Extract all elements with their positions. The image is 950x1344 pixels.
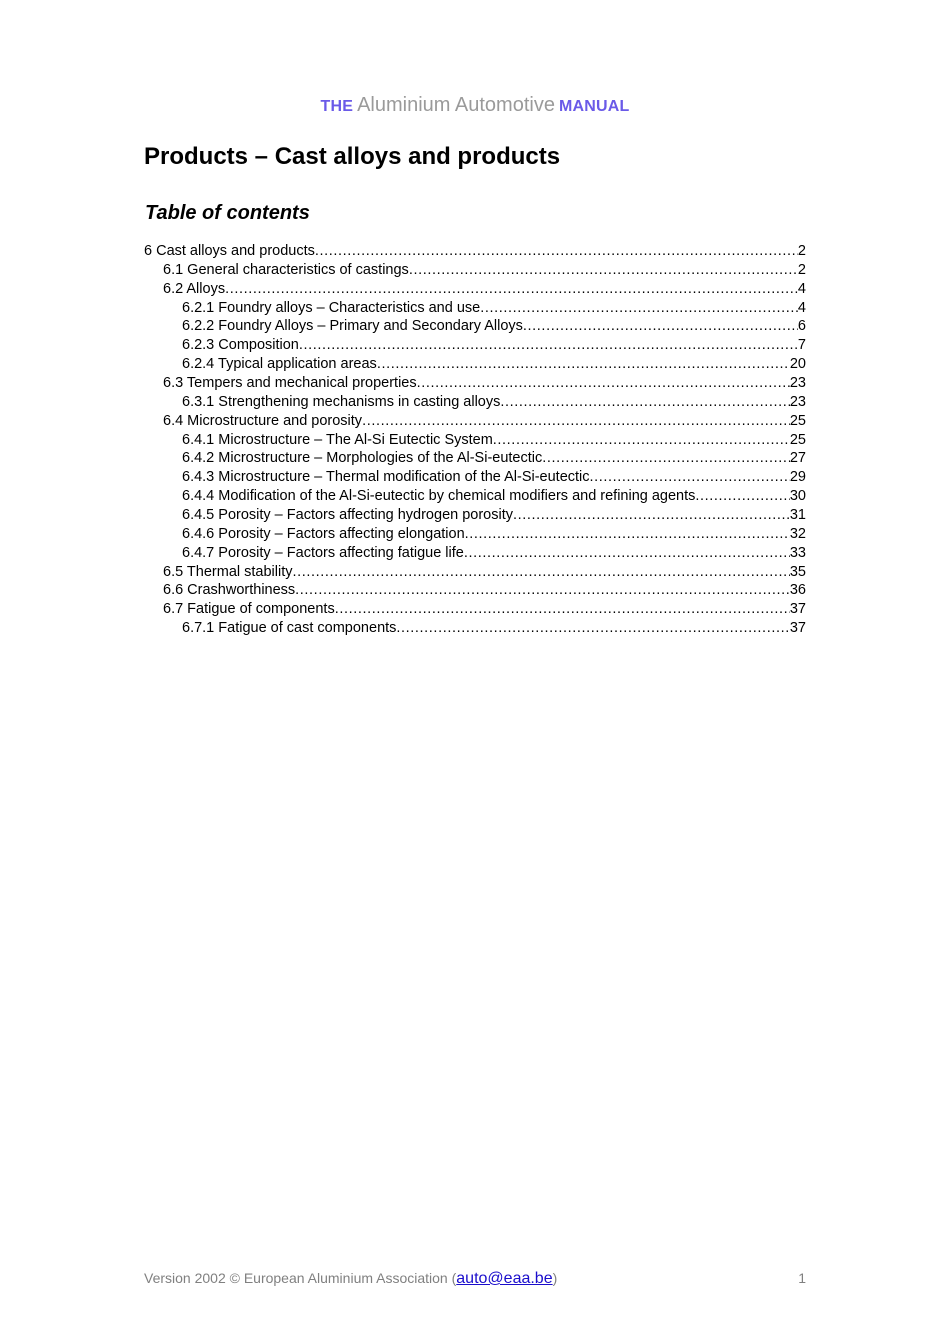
toc-entry-page: 4 (797, 299, 806, 316)
toc-entry-page: 33 (789, 544, 806, 561)
toc-entry[interactable] (144, 280, 806, 299)
toc-heading: Table of contents (145, 202, 310, 224)
toc-entry-label: 6.7.1 Fatigue of cast components (182, 620, 397, 637)
page-number: 1 (798, 1270, 806, 1286)
footer-email-link[interactable]: auto@eaa.be (456, 1270, 553, 1287)
toc-entry-label: 6.7 Fatigue of components (163, 601, 335, 618)
toc-dot-leader (315, 242, 798, 261)
toc-entry-label: 6 Cast alloys and products (144, 243, 315, 259)
toc-entry[interactable] (144, 393, 806, 412)
toc-entry-page: 29 (789, 469, 806, 486)
toc-dot-leader (409, 261, 798, 280)
toc-entry-label: 6.1 General characteristics of castings (163, 261, 409, 278)
toc-entry-page: 4 (797, 280, 806, 297)
toc-entry-label: 6.2 Alloys (163, 280, 226, 297)
toc-entry[interactable] (144, 506, 806, 525)
toc-entry-label: 6.2.2 Foundry Alloys – Primary and Secondary Alloys (182, 318, 523, 335)
toc-dot-leader (335, 600, 790, 619)
toc-entry[interactable] (144, 544, 806, 563)
toc-entry-page: 37 (789, 620, 806, 637)
toc-entry[interactable] (144, 431, 806, 450)
toc-entry-page: 6 (797, 318, 806, 335)
toc-entry-page: 32 (789, 525, 806, 542)
toc-dot-leader (295, 581, 790, 600)
toc-entry-label: 6.4.6 Porosity – Factors affecting elongation (182, 525, 465, 542)
toc-entry[interactable] (144, 355, 806, 374)
toc-entry-page: 25 (789, 412, 806, 429)
toc-entry-label: 6.3.1 Strengthening mechanisms in casting alloys (182, 393, 501, 410)
toc-entry-page: 27 (789, 450, 806, 467)
toc-dot-leader (464, 544, 790, 563)
page-footer (144, 1268, 806, 1289)
toc-entry-label: 6.4.3 Microstructure – Thermal modification of the Al-Si-eutectic (182, 469, 590, 486)
toc-dot-leader (500, 393, 789, 412)
toc-entry[interactable] (144, 374, 806, 393)
toc-entry-label: 6.5 Thermal stability (163, 563, 293, 580)
toc-entry-page: 2 (797, 261, 806, 278)
toc-entry-label: 6.2.1 Foundry alloys – Characteristics and use (182, 299, 481, 316)
toc-dot-leader (590, 468, 790, 487)
toc-entry-page: 25 (789, 431, 806, 448)
toc-entry[interactable] (144, 581, 806, 600)
toc-entry-label: 6.2.3 Composition (182, 337, 299, 354)
toc-entry[interactable] (144, 487, 806, 506)
toc-entry-page: 23 (789, 393, 806, 410)
manual-header (0, 93, 950, 119)
toc-entry-page: 37 (789, 601, 806, 618)
toc-entry[interactable] (144, 563, 806, 582)
toc-entry-page: 31 (789, 507, 806, 524)
toc-dot-leader (493, 431, 790, 450)
toc-dot-leader (225, 280, 798, 299)
toc-entry[interactable] (144, 336, 806, 355)
toc-entry-page: 23 (789, 375, 806, 392)
toc-entry-page: 2 (797, 243, 806, 259)
footer-closing-paren: ) (552, 1270, 558, 1286)
toc-entry-label: 6.4.2 Microstructure – Morphologies of the Al-Si-eutectic (182, 450, 543, 467)
toc-entry-label: 6.6 Crashworthiness (163, 582, 296, 599)
toc-entry-page: 20 (789, 356, 806, 373)
toc-entry[interactable] (144, 299, 806, 318)
toc-entry-label: 6.4.5 Porosity – Factors affecting hydrogen porosity (182, 507, 513, 524)
toc-entry-label: 6.2.4 Typical application areas (182, 356, 377, 373)
toc-dot-leader (299, 336, 798, 355)
toc-entry[interactable] (144, 261, 806, 280)
toc-entry-page: 36 (789, 582, 806, 599)
toc-entry-label: 6.4.1 Microstructure – The Al-Si Eutectic System (182, 431, 493, 448)
toc-entry[interactable] (144, 468, 806, 487)
toc-entry[interactable] (144, 600, 806, 619)
toc-dot-leader (396, 619, 789, 638)
header-title: Aluminium Automotive (357, 94, 555, 116)
toc-dot-leader (292, 563, 789, 582)
toc-entry-page: 35 (789, 563, 806, 580)
header-the: THE (320, 98, 354, 115)
toc-entry-page: 30 (789, 488, 806, 505)
toc-dot-leader (695, 487, 789, 506)
footer-version-text: Version 2002 © European Aluminium Association ( (144, 1270, 457, 1286)
toc-dot-leader (513, 506, 790, 525)
toc-dot-leader (417, 374, 790, 393)
header-manual: MANUAL (558, 98, 630, 115)
toc-dot-leader (362, 412, 790, 431)
toc-entry[interactable] (144, 619, 806, 638)
toc-entry-label: 6.4.7 Porosity – Factors affecting fatigue life (182, 544, 464, 561)
toc-entry-label: 6.3 Tempers and mechanical properties (163, 375, 417, 392)
toc-entry-label: 6.4.4 Modification of the Al-Si-eutectic by chemical modifiers and refining agents (182, 488, 696, 505)
table-of-contents (144, 242, 806, 638)
toc-entry[interactable] (144, 317, 806, 336)
toc-entry[interactable] (144, 412, 806, 431)
toc-entry-page: 7 (797, 337, 806, 354)
toc-dot-leader (523, 317, 798, 336)
page-title: Products – Cast alloys and products (144, 143, 561, 170)
toc-entry-label: 6.4 Microstructure and porosity (163, 412, 363, 429)
toc-dot-leader (542, 449, 790, 468)
toc-entry[interactable] (144, 242, 806, 261)
toc-dot-leader (480, 299, 798, 318)
toc-dot-leader (465, 525, 790, 544)
toc-dot-leader (377, 355, 790, 374)
toc-entry[interactable] (144, 525, 806, 544)
toc-entry[interactable] (144, 449, 806, 468)
